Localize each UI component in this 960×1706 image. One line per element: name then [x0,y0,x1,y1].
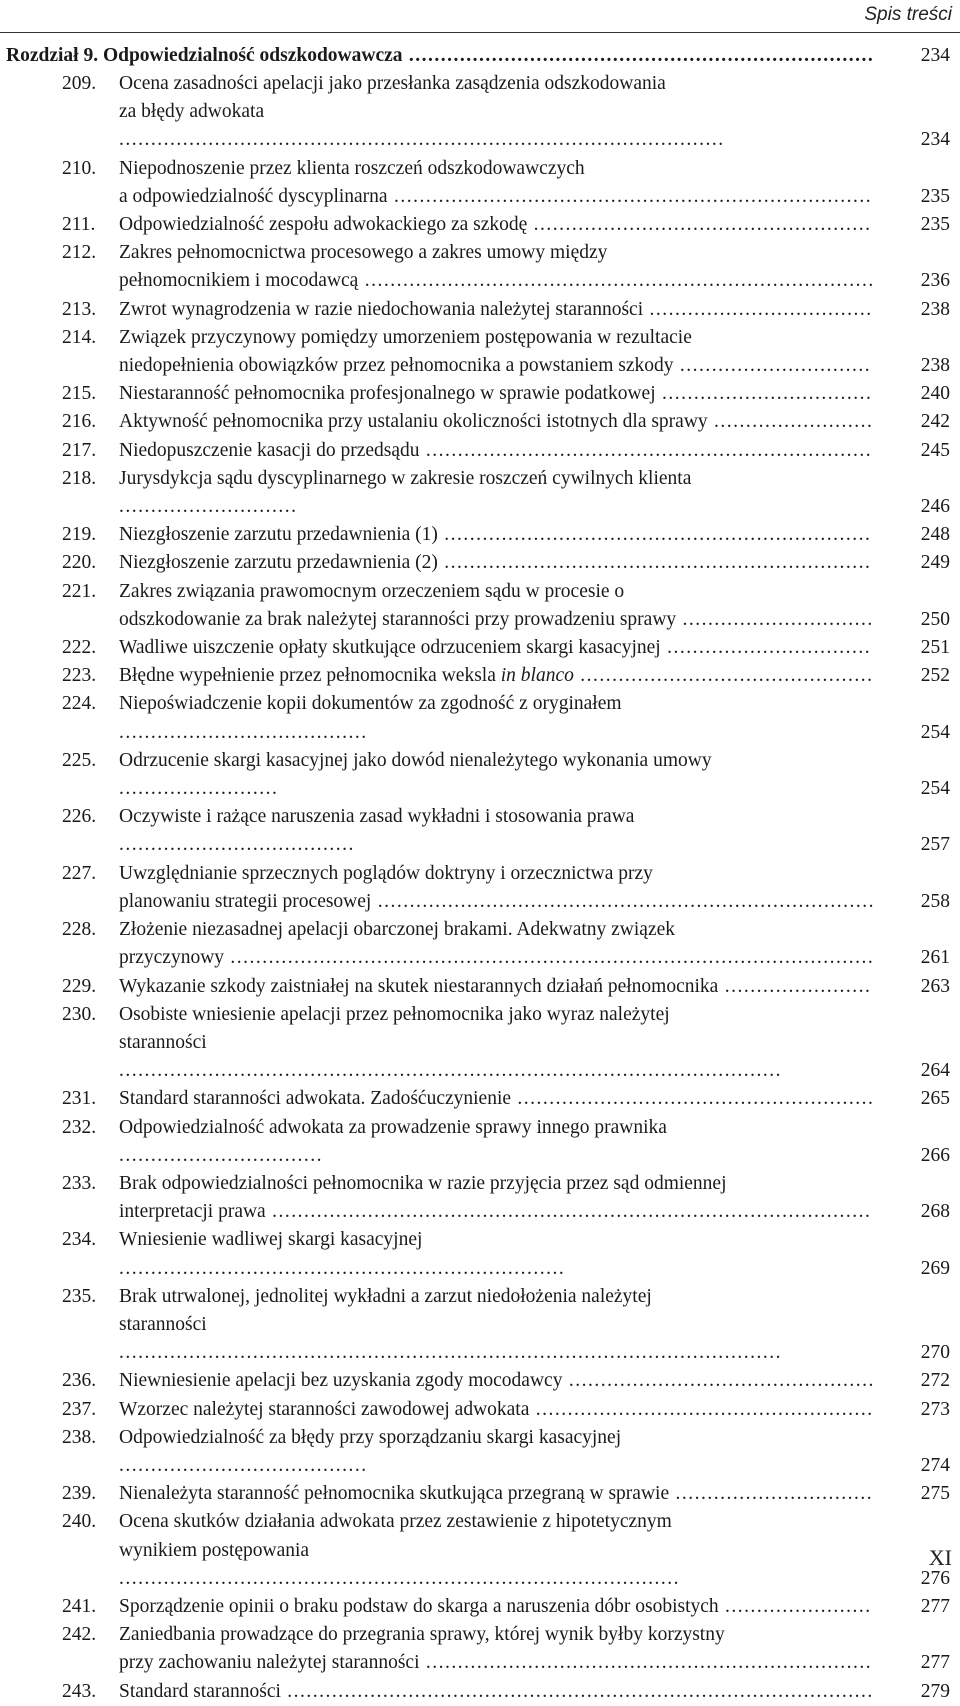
entry-title [119,1170,875,1226]
dot-leader: ........................................................................... [387,185,873,207]
toc-entry[interactable] [0,211,960,239]
entry-page-number: 268 [920,1201,950,1223]
dot-leader: ......................................................................... [402,45,875,66]
entry-number: 239. [62,1483,97,1505]
entry-title [119,1001,875,1086]
entry-page-number: 236 [920,270,950,292]
entry-page-number: 248 [920,524,950,546]
entry-title-line: Wadliwe uiszczenie opłaty skutkujące odrzuceniem skargi kasacyjnej [119,637,661,659]
toc-entry[interactable] [0,860,960,916]
entry-page-number: 261 [920,947,950,969]
entry-title-line: za błędy adwokata [119,101,265,123]
toc-entry[interactable] [0,70,960,155]
entry-title [119,211,875,239]
entry-page-number: 265 [920,1088,950,1110]
entry-page-number: 238 [920,355,950,377]
dot-leader: ................................... [643,298,873,320]
entry-title-line: Niezgłoszenie zarzutu przedawnienia (2) [119,552,438,574]
toc-entry[interactable] [0,803,960,859]
entry-number: 221. [62,580,97,602]
entry-title-line: Oczywiste i rażące naruszenia zasad wykładni i stosowania prawa [119,806,635,828]
dot-leader: ....................................... [119,1454,368,1476]
dot-leader: ..................................................... [527,214,872,236]
entry-page-number: 277 [920,1652,950,1674]
toc-entry[interactable] [0,1678,960,1706]
entry-title [119,973,875,1001]
chapter-title: Rozdział 9. Odpowiedzialność odszkodowawcza ......................................................................... [6,45,875,66]
running-head: Spis treści [864,4,952,25]
entry-number: 226. [62,806,97,828]
entry-number: 220. [62,552,97,574]
entry-title-line: interpretacji prawa [119,1201,266,1223]
entry-title [119,1396,875,1424]
entry-title [119,549,875,577]
entry-title [119,860,875,916]
entry-number: 212. [62,242,97,264]
entry-number: 215. [62,383,97,405]
dot-leader: .............................................................................................. [265,1201,872,1223]
entry-page-number: 240 [920,383,950,405]
entry-number: 211. [62,214,96,236]
entry-number: 243. [62,1680,97,1702]
entry-title-line: Zakres pełnomocnictwa procesowego a zakres umowy między [119,242,608,264]
toc-entry[interactable] [0,1283,960,1368]
entry-number: 237. [62,1398,97,1420]
entry-page-number: 275 [920,1483,950,1505]
entry-number: 242. [62,1624,97,1646]
toc-entry[interactable] [0,1593,960,1621]
entry-number: 227. [62,862,97,884]
toc-entry[interactable] [0,690,960,746]
chapter-page-number: 234 [920,45,950,66]
dot-leader: ............................ [119,496,298,518]
entry-title [119,1114,875,1170]
entry-title-line: przyczynowy [119,947,225,969]
entry-title-line: pełnomocnikiem i mocodawcą [119,270,359,292]
entry-title [119,324,875,380]
toc-entry[interactable] [0,1480,960,1508]
entry-number: 223. [62,665,97,687]
entry-title-line: Brak utrwalonej, jednolitej wykładni a zarzut niedołożenia należytej [119,1285,652,1307]
dot-leader: ...................................................................... [119,1257,566,1279]
entry-title [119,1283,875,1368]
entry-title [119,578,875,634]
entry-page-number: 254 [920,778,950,800]
entry-title-line: Zakres związania prawomocnym orzeczeniem sądu w procesie o [119,580,625,602]
toc-entry[interactable] [0,324,960,380]
toc-entry[interactable] [0,1621,960,1677]
dot-leader: ............................................................................................ [280,1680,874,1702]
dot-leader: ......................... [707,411,874,433]
dot-leader: .............................................................................. [371,890,875,912]
dot-leader: ................................................................... [437,524,872,546]
entry-number: 218. [62,467,97,489]
table-of-contents [0,41,960,1706]
entry-number: 235. [62,1285,97,1307]
entry-title [119,408,875,436]
entry-number: 225. [62,749,97,771]
entry-page-number: 276 [920,1567,950,1589]
toc-entry[interactable] [0,1396,960,1424]
dot-leader: .............................................. [573,665,874,687]
entry-number: 229. [62,975,97,997]
entry-title-line: niedopełnienia obowiązków przez pełnomocnika a powstaniem szkody [119,355,674,377]
entry-title-line: Niewniesienie apelacji bez uzyskania zgody mocodawcy [119,1370,563,1392]
entry-title [119,1508,875,1593]
toc-entry[interactable] [0,437,960,465]
entry-page-number: 279 [920,1680,950,1702]
entry-number: 224. [62,693,97,715]
dot-leader: ................................. [655,383,873,405]
entry-number: 219. [62,524,97,546]
dot-leader: ................................ [119,1144,323,1166]
toc-entry[interactable] [0,1424,960,1480]
entry-page-number: 242 [920,411,950,433]
entry-title-line: Standard staranności adwokata. Zadośćuczynienie [119,1088,512,1110]
entry-title [119,155,875,211]
entry-number: 231. [62,1088,97,1110]
entry-page-number: 266 [920,1144,950,1166]
entry-title [119,239,875,295]
entry-page-number: 272 [920,1370,950,1392]
entry-number: 217. [62,439,97,461]
entry-page-number: 235 [920,214,950,236]
entry-number: 234. [62,1229,97,1251]
entry-title [119,521,875,549]
entry-title-line: Wzorzec należytej staranności zawodowej adwokata [119,1398,530,1420]
entry-title-line: Wniesienie wadliwej skargi kasacyjnej [119,1229,423,1251]
entry-title-line: planowaniu strategii procesowej [119,890,372,912]
toc-entry[interactable] [0,1508,960,1593]
chapter-heading[interactable] [0,41,960,70]
entry-title-line: przy zachowaniu należytej staranności [119,1652,420,1674]
header-rule [0,32,960,33]
entry-title-line: a odpowiedzialność dyscyplinarna [119,185,388,207]
toc-entry[interactable] [0,296,960,324]
entry-title-line: Odpowiedzialność adwokata za prowadzenie sprawy innego prawnika [119,1116,667,1138]
entry-title [119,1480,875,1508]
entry-title-line: Jurysdykcja sądu dyscyplinarnego w zakresie roszczeń cywilnych klienta [119,467,692,489]
toc-entry[interactable] [0,521,960,549]
entry-page-number: 263 [920,975,950,997]
dot-leader: ................................................................... [437,552,872,574]
entry-title-line: Odpowiedzialność za błędy przy sporządzaniu skargi kasacyjnej [119,1426,622,1448]
toc-entry[interactable] [0,662,960,690]
entry-page-number: 257 [920,834,950,856]
dot-leader: ....................... [718,1595,872,1617]
entry-title [119,1367,875,1395]
toc-entry[interactable] [0,408,960,436]
dot-leader: ................................................ [562,1370,875,1392]
entry-title [119,803,875,859]
entry-title [119,1424,875,1480]
dot-leader: ........................................................................................................ [119,1060,782,1082]
entry-page-number: 235 [920,185,950,207]
entry-title-line: Błędne wypełnienie przez pełnomocnika weksla [119,665,496,687]
entry-title-line: odszkodowanie za brak należytej staranności przy prowadzeniu sprawy [119,608,677,630]
entry-number: 209. [62,73,97,94]
dot-leader: ................................ [660,637,872,659]
entry-title-line: Brak odpowiedzialności pełnomocnika w razie przyjęcia przez sąd odmiennej [119,1172,727,1194]
entry-title [119,380,875,408]
toc-entry[interactable] [0,578,960,634]
toc-entry[interactable] [0,1170,960,1226]
dot-leader: ....................................... [119,721,368,743]
dot-leader: ..................................................... [529,1398,874,1420]
page-folio: XI [928,1545,952,1570]
dot-leader: ........................................................ [511,1088,875,1110]
entry-page-number: 273 [920,1398,950,1420]
entry-title-line: staranności [119,1313,207,1335]
toc-entry[interactable] [0,465,960,521]
entry-title-line: staranności [119,1031,207,1053]
entry-page-number: 277 [920,1595,950,1617]
dot-leader: .............................. [673,355,872,377]
entry-page-number: 270 [920,1342,950,1364]
toc-entry[interactable] [0,1226,960,1282]
entry-number: 228. [62,919,97,941]
entry-title [119,1621,875,1677]
entry-number: 213. [62,298,97,320]
entry-title [119,747,875,803]
entry-page-number: 258 [920,890,950,912]
entry-number: 238. [62,1426,97,1448]
toc-entry[interactable] [0,1367,960,1395]
dot-leader: ........................................................................................ [119,1567,680,1589]
entry-title-line: Niepoświadczenie kopii dokumentów za zgodność z oryginałem [119,693,622,715]
entry-title [119,70,875,155]
entry-title [119,465,875,521]
entry-number: 233. [62,1172,97,1194]
entry-title-line: wynikiem postępowania [119,1539,310,1561]
dot-leader: ............................... [669,1483,874,1505]
entry-title-line: Wykazanie szkody zaistniałej na skutek niestarannych działań pełnomocnika [119,975,719,997]
entry-title-line: Zaniedbania prowadzące do przegrania sprawy, której wynik byłby korzystny [119,1624,725,1646]
entry-title [119,916,875,972]
toc-entry[interactable] [0,973,960,1001]
entry-title [119,437,875,465]
dot-leader: ........................................................................................................ [119,1342,782,1364]
entry-title-line: Związek przyczynowy pomiędzy umorzeniem postępowania w rezultacie [119,326,692,348]
entry-title-line: Niestaranność pełnomocnika profesjonalnego w sprawie podatkowej [119,383,656,405]
entry-page-number: 246 [920,496,950,518]
entry-title-line: Sporządzenie opinii o braku podstaw do skarga a naruszenia dóbr osobistych [119,1595,719,1617]
entry-number: 216. [62,411,97,433]
entry-number: 214. [62,326,97,348]
entry-title-line: Złożenie niezasadnej apelacji obarczonej brakami. Adekwatny związek [119,919,676,941]
entry-page-number: 254 [920,721,950,743]
entry-page-number: 269 [920,1257,950,1279]
toc-entry[interactable] [0,1001,960,1086]
entry-title-line: Niepodnoszenie przez klienta roszczeń odszkodowawczych [119,157,585,179]
dot-leader: ..................................................................................................... [224,947,875,969]
toc-entry[interactable] [0,155,960,211]
entry-title [119,1085,875,1113]
entry-title-line: Niedopuszczenie kasacji do przedsądu [119,439,420,461]
entry-page-number: 234 [920,129,950,151]
entry-number: 210. [62,157,97,179]
entry-title [119,634,875,662]
dot-leader: ............................................................................................... [119,129,725,151]
entry-title-line: Aktywność pełnomocnika przy ustalaniu okoliczności istotnych dla sprawy [119,411,708,433]
entry-title [119,1226,875,1282]
toc-entry[interactable] [0,916,960,972]
toc-entry[interactable] [0,1114,960,1170]
entry-number: 230. [62,1003,97,1025]
entry-title-line: Osobiste wniesienie apelacji przez pełnomocnika jako wyraz należytej [119,1003,670,1025]
dot-leader: ...................................................................... [419,1652,873,1674]
entry-title-line: Zwrot wynagrodzenia w razie niedochowania należytej staranności [119,298,644,320]
entry-title [119,662,875,690]
dot-leader: .............................. [676,608,874,630]
entry-title-line: Odpowiedzialność zespołu adwokackiego za szkodę [119,214,528,236]
entry-page-number: 249 [920,552,950,574]
entry-title-line: Nienależyta staranność pełnomocnika skutkująca przegraną w sprawie [119,1483,670,1505]
entry-page-number: 252 [920,665,950,687]
toc-entry[interactable] [0,380,960,408]
entry-title [119,690,875,746]
toc-entry[interactable] [0,239,960,295]
entry-title-line: Ocena skutków działania adwokata przez zestawienie z hipotetycznym [119,1511,672,1533]
entry-title-line: Uwzględnianie sprzecznych poglądów doktryny i orzecznictwa przy [119,862,653,884]
toc-entry[interactable] [0,1085,960,1113]
entry-page-number: 250 [920,608,950,630]
dot-leader: ...................................................................... [419,439,873,461]
entry-title-line: Niezgłoszenie zarzutu przedawnienia (1) [119,524,438,546]
entry-number: 236. [62,1370,97,1392]
entry-title-line: Ocena zasadności apelacji jako przesłanka zasądzenia odszkodowania [119,73,666,94]
entry-page-number: 264 [920,1060,950,1082]
entry-number: 240. [62,1511,97,1533]
toc-entry[interactable] [0,634,960,662]
entry-page-number: 251 [920,637,950,659]
entry-number: 232. [62,1116,97,1138]
entry-page-number: 238 [920,298,950,320]
entry-number: 241. [62,1595,97,1617]
toc-entry[interactable] [0,747,960,803]
entry-page-number: 245 [920,439,950,461]
toc-entry[interactable] [0,549,960,577]
dot-leader: ................................................................................ [358,270,875,292]
entry-title [119,296,875,324]
dot-leader: ..................................... [119,834,355,856]
entry-title [119,1593,875,1621]
entry-title-italic: in blanco [500,665,574,687]
entry-title-line: Odrzucenie skargi kasacyjnej jako dowód nienależytego wykonania umowy [119,749,712,771]
dot-leader: ......................... [119,778,279,800]
entry-number: 222. [62,637,97,659]
entry-title [119,1678,875,1706]
dot-leader: ....................... [718,975,872,997]
entry-page-number: 274 [920,1454,950,1476]
entry-title-line: Standard staranności [119,1680,281,1702]
